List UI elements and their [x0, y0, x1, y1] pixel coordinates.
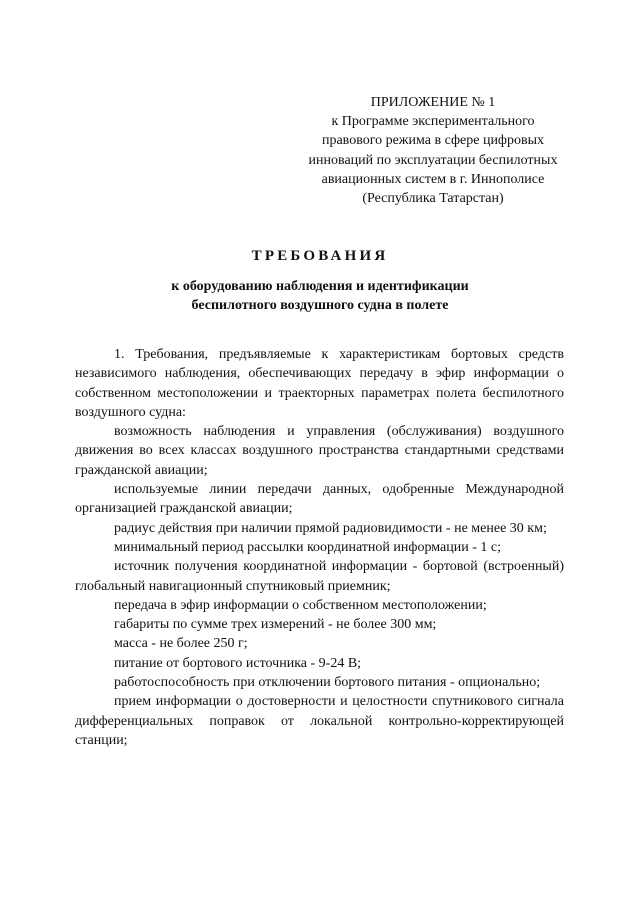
paragraph-atc-capability: возможность наблюдения и управления (обслуживания) воздушного движения во всех классах воздушного пространства стандартными средствами гражданской авиации;	[75, 424, 564, 478]
document-subtitle	[0, 277, 640, 315]
paragraph-range: радиус действия при наличии прямой радиовидимости - не менее 30 км;	[114, 520, 547, 536]
appendix-line: к Программе экспериментального	[331, 114, 535, 130]
paragraph-operability: работоспособность при отключении бортового питания - опционально;	[114, 675, 541, 691]
appendix-number: ПРИЛОЖЕНИЕ № 1	[370, 95, 496, 110]
appendix-line: (Республика Татарстан)	[362, 191, 504, 207]
document-body	[75, 345, 564, 750]
appendix-line: авиационных систем в г. Иннополисе	[321, 171, 545, 187]
subtitle-line: беспилотного воздушного судна в полете	[191, 298, 449, 313]
paragraph-position-source: источник получения координатной информации - бортовой (встроенный) глобальный навигационный спутниковый приемник;	[75, 559, 564, 594]
appendix-line: правового режима в сфере цифровых	[321, 133, 545, 149]
paragraph-differential-corrections: прием информации о достоверности и целостности спутникового сигнала дифференциальных поправок от локальной контрольно-корректирующей станции;	[75, 694, 564, 748]
paragraph-position-broadcast: передача в эфир информации о собственном местоположении;	[114, 597, 487, 613]
paragraph-mass: масса - не более 250 г;	[114, 636, 248, 652]
appendix-header	[288, 93, 578, 208]
paragraph-dimensions: габариты по сумме трех измерений - не более 300 мм;	[114, 617, 437, 633]
paragraph-power: питание от бортового источника - 9-24 В;	[114, 655, 362, 671]
document-title: ТРЕБОВАНИЯ	[251, 248, 389, 264]
subtitle-line: к оборудованию наблюдения и идентификации	[171, 279, 469, 294]
paragraph-requirements-intro: 1. Требования, предъявляемые к характеристикам бортовых средств независимого наблюдения, обеспечивающих передачу в эфир информации о собственном местоположении и траекторных параметрах полета беспилотного воздушного судна:	[75, 347, 564, 420]
paragraph-data-links: используемые линии передачи данных, одобренные Международной организацией гражданской авиации;	[75, 482, 564, 517]
paragraph-broadcast-period: минимальный период рассылки координатной информации - 1 с;	[114, 539, 501, 555]
appendix-line: инноваций по эксплуатации беспилотных	[308, 152, 558, 168]
